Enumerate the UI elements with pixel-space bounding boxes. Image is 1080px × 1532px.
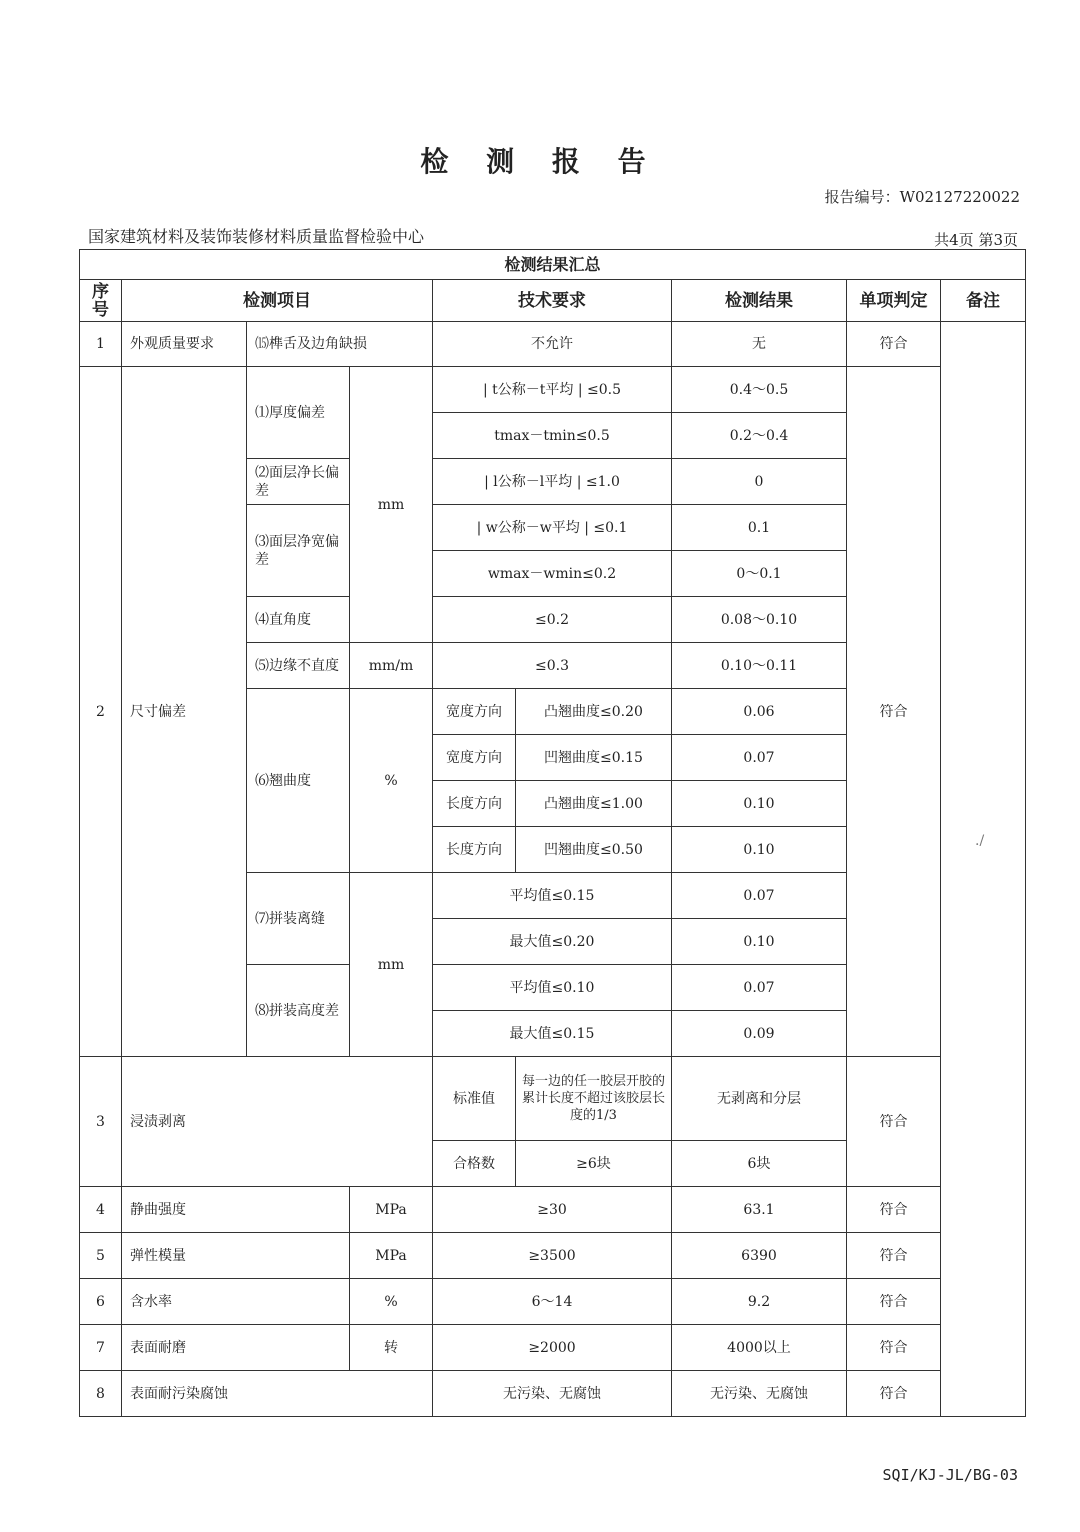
- result: 0.1: [672, 505, 847, 551]
- sub-item: ⑻拼装高度差: [247, 965, 350, 1057]
- sub-item: ⑸边缘不直度: [247, 643, 350, 689]
- requirement: | w公称－w平均 | ≤0.1: [433, 505, 672, 551]
- header-result: 检测结果: [672, 280, 847, 322]
- item-name: 表面耐污染腐蚀: [122, 1371, 433, 1417]
- remark-mark: ./: [975, 833, 985, 849]
- result: 无污染、无腐蚀: [672, 1371, 847, 1417]
- item-name: 尺寸偏差: [122, 367, 247, 1057]
- result: 0.07: [672, 965, 847, 1011]
- result: 4000以上: [672, 1325, 847, 1371]
- requirement: ≥30: [433, 1187, 672, 1233]
- result: 63.1: [672, 1187, 847, 1233]
- verdict: 符合: [847, 367, 941, 1057]
- result: 6390: [672, 1233, 847, 1279]
- result: 0: [672, 459, 847, 505]
- lab-name: 国家建筑材料及装饰装修材料质量监督检验中心: [88, 227, 425, 246]
- pass-label: 合格数: [433, 1141, 516, 1187]
- requirement: 凸翘曲度≤1.00: [516, 781, 672, 827]
- result: 0.10: [672, 919, 847, 965]
- unit: %: [350, 689, 433, 873]
- report-title: 检 测 报 告: [420, 145, 660, 178]
- row-no: 2: [80, 367, 122, 1057]
- verdict: 符合: [847, 1057, 941, 1187]
- header-requirement: 技术要求: [433, 280, 672, 322]
- remark-cell: [941, 322, 1026, 1417]
- unit: 转: [350, 1325, 433, 1371]
- direction: 宽度方向: [433, 689, 516, 735]
- page-count: 共4页 第3页: [934, 231, 1018, 249]
- header-remark: 备注: [941, 280, 1026, 322]
- sub-item: ⑵面层净长偏差: [247, 459, 350, 505]
- result: 0.4～0.5: [672, 367, 847, 413]
- result: 0～0.1: [672, 551, 847, 597]
- verdict: 符合: [847, 322, 941, 367]
- unit: mm/m: [350, 643, 433, 689]
- unit: mm: [350, 367, 433, 643]
- item-name: 表面耐磨: [122, 1325, 350, 1371]
- result: 9.2: [672, 1279, 847, 1325]
- row-no: 6: [80, 1279, 122, 1325]
- report-number: 报告编号：W02127220022: [824, 188, 1020, 206]
- verdict: 符合: [847, 1325, 941, 1371]
- sub-item: ⒂榫舌及边角缺损: [247, 322, 433, 367]
- header-verdict: 单项判定: [847, 280, 941, 322]
- row-no: 1: [80, 322, 122, 367]
- requirement: 凹翘曲度≤0.50: [516, 827, 672, 873]
- unit: MPa: [350, 1187, 433, 1233]
- result: 0.2～0.4: [672, 413, 847, 459]
- unit: mm: [350, 873, 433, 1057]
- verdict: 符合: [847, 1233, 941, 1279]
- row-no: 8: [80, 1371, 122, 1417]
- requirement: tmax－tmin≤0.5: [433, 413, 672, 459]
- result: 0.10～0.11: [672, 643, 847, 689]
- result: 0.10: [672, 781, 847, 827]
- result: 0.10: [672, 827, 847, 873]
- requirement: 最大值≤0.20: [433, 919, 672, 965]
- direction: 宽度方向: [433, 735, 516, 781]
- requirement: ≤0.3: [433, 643, 672, 689]
- requirement: 不允许: [433, 322, 672, 367]
- verdict: 符合: [847, 1371, 941, 1417]
- result: 0.06: [672, 689, 847, 735]
- item-name: 含水率: [122, 1279, 350, 1325]
- direction: 长度方向: [433, 827, 516, 873]
- requirement: 平均值≤0.15: [433, 873, 672, 919]
- requirement: ≤0.2: [433, 597, 672, 643]
- item-name: 弹性模量: [122, 1233, 350, 1279]
- requirement: 6～14: [433, 1279, 672, 1325]
- sub-item: ⑶面层净宽偏差: [247, 505, 350, 597]
- requirement: wmax－wmin≤0.2: [433, 551, 672, 597]
- requirement: | t公称－t平均 | ≤0.5: [433, 367, 672, 413]
- requirement: ≥2000: [433, 1325, 672, 1371]
- requirement: 凸翘曲度≤0.20: [516, 689, 672, 735]
- requirement: ≥6块: [516, 1141, 672, 1187]
- verdict: 符合: [847, 1279, 941, 1325]
- result: 6块: [672, 1141, 847, 1187]
- item-name: 浸渍剥离: [122, 1057, 433, 1187]
- results-summary-table: [79, 249, 1026, 1417]
- requirement: 最大值≤0.15: [433, 1011, 672, 1057]
- sub-item: ⑺拼装离缝: [247, 873, 350, 965]
- std-label: 标准值: [433, 1057, 516, 1141]
- result: 无: [672, 322, 847, 367]
- unit: MPa: [350, 1233, 433, 1279]
- unit: %: [350, 1279, 433, 1325]
- result: 0.07: [672, 735, 847, 781]
- item-name: 外观质量要求: [122, 322, 247, 367]
- header-no: 序号: [80, 280, 122, 322]
- result: 0.09: [672, 1011, 847, 1057]
- requirement: 每一边的任一胶层开胶的累计长度不超过该胶层长度的1/3: [516, 1057, 672, 1141]
- row-no: 7: [80, 1325, 122, 1371]
- requirement: 平均值≤0.10: [433, 965, 672, 1011]
- requirement: | l公称－l平均 | ≤1.0: [433, 459, 672, 505]
- sub-item: ⑴厚度偏差: [247, 367, 350, 459]
- item-name: 静曲强度: [122, 1187, 350, 1233]
- row-no: 5: [80, 1233, 122, 1279]
- result: 0.07: [672, 873, 847, 919]
- sub-item: ⑷直角度: [247, 597, 350, 643]
- requirement: ≥3500: [433, 1233, 672, 1279]
- requirement: 凹翘曲度≤0.15: [516, 735, 672, 781]
- direction: 长度方向: [433, 781, 516, 827]
- verdict: 符合: [847, 1187, 941, 1233]
- header-item: 检测项目: [122, 280, 433, 322]
- table-caption: 检测结果汇总: [80, 250, 1026, 280]
- result: 0.08～0.10: [672, 597, 847, 643]
- sub-item: ⑹翘曲度: [247, 689, 350, 873]
- row-no: 4: [80, 1187, 122, 1233]
- requirement: 无污染、无腐蚀: [433, 1371, 672, 1417]
- result: 无剥离和分层: [672, 1057, 847, 1141]
- form-code: SQI/KJ-JL/BG-03: [882, 1466, 1018, 1484]
- row-no: 3: [80, 1057, 122, 1187]
